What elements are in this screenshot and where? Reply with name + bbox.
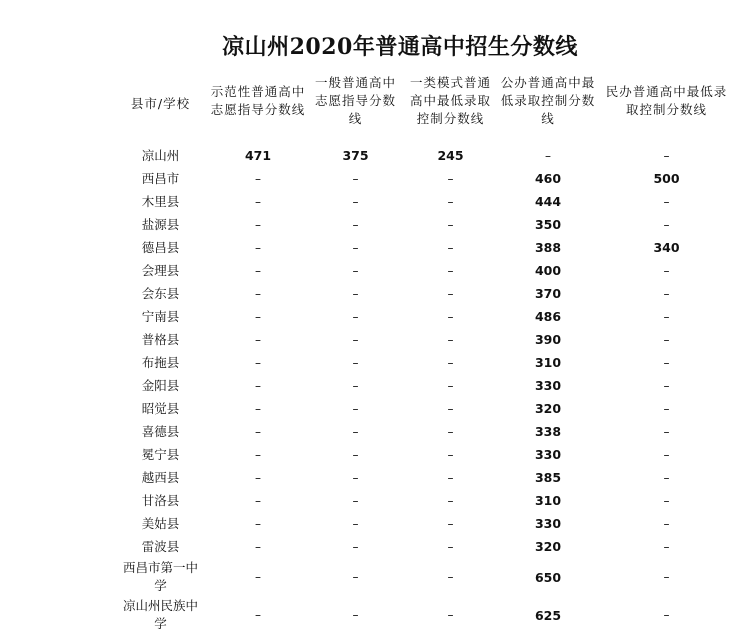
row-name: [113, 489, 208, 512]
row-name: [113, 190, 208, 213]
cell-c4: 650: [534, 569, 562, 585]
cell-c4: 385: [534, 470, 562, 485]
cell-c3: –: [447, 570, 454, 584]
cell-c4: 310: [534, 493, 562, 508]
table-row: [113, 443, 735, 466]
cell-c1: –: [255, 309, 261, 324]
table-row: [113, 328, 735, 351]
row-name: [113, 558, 208, 596]
cell-c5: –: [663, 332, 670, 347]
row-name: [113, 213, 208, 236]
table-row: [113, 167, 735, 190]
col-header-class1-min: 一类模式普通高中最低录取控制分数线: [409, 75, 491, 126]
cell-c2: –: [352, 240, 359, 255]
cell-c1: –: [255, 355, 261, 370]
cell-c3: –: [447, 240, 454, 255]
cell-c4: 330: [534, 447, 562, 462]
cell-c2: –: [352, 447, 359, 462]
cell-c3: –: [447, 424, 454, 439]
table-header-row: [113, 58, 735, 144]
cell-c2: –: [352, 194, 359, 209]
cell-c5: –: [663, 493, 670, 508]
col-header-private-min: 民办普通高中最低录取控制分数线: [605, 84, 728, 117]
table-row: [113, 420, 735, 443]
row-name: [113, 351, 208, 374]
cell-c5: –: [663, 263, 670, 278]
cell-c5: –: [663, 286, 670, 301]
cell-c2: –: [352, 332, 359, 347]
row-name-label: 凉山州民族中学: [122, 598, 198, 631]
row-name: [113, 466, 208, 489]
cell-c1: –: [255, 401, 261, 416]
row-name-label: 木里县: [141, 193, 180, 209]
cell-c4: 330: [534, 516, 562, 531]
row-name: [113, 397, 208, 420]
cell-c1: –: [255, 240, 261, 255]
cell-c4: 350: [534, 217, 562, 232]
row-name: [113, 512, 208, 535]
page-title: 凉山州2020年普通高中招生分数线: [222, 34, 578, 60]
cell-c3: –: [447, 539, 454, 554]
cell-c1: –: [255, 539, 261, 554]
table-row: [113, 466, 735, 489]
cell-c4: 390: [534, 332, 562, 347]
cell-c1: –: [255, 424, 261, 439]
cell-c5: –: [663, 194, 670, 209]
row-name-label: 普格县: [141, 331, 180, 347]
row-name-label: 盐源县: [141, 216, 180, 232]
row-name-label: 昭觉县: [141, 400, 180, 416]
row-name-label: 德昌县: [141, 239, 180, 255]
cell-c2: –: [352, 608, 359, 622]
row-name: [113, 443, 208, 466]
cell-c2: –: [352, 401, 359, 416]
row-name: [113, 596, 208, 634]
cell-c2: –: [352, 263, 359, 278]
cell-c4: 370: [534, 286, 562, 301]
cell-c2: –: [352, 355, 359, 370]
cell-c5: –: [663, 539, 670, 554]
row-name-label: 会东县: [141, 285, 180, 301]
cell-c3: –: [447, 470, 454, 485]
table-row: [113, 236, 735, 259]
cell-c3: 245: [437, 148, 464, 163]
cell-c2: 375: [342, 148, 369, 163]
table-row: [113, 144, 735, 167]
cell-c5: 500: [653, 171, 680, 186]
cell-c4: 320: [534, 539, 562, 554]
cell-c2: –: [352, 493, 359, 508]
cell-c4: 400: [534, 263, 562, 278]
row-name-label: 越西县: [141, 469, 180, 485]
cell-c1: –: [255, 447, 261, 462]
cell-c1: –: [255, 570, 261, 584]
cell-c1: –: [255, 470, 261, 485]
cell-c3: –: [447, 355, 454, 370]
cell-c4: 460: [534, 171, 562, 186]
cell-c5: –: [663, 516, 670, 531]
cell-c5: –: [663, 447, 670, 462]
row-name-label: 喜德县: [141, 423, 180, 439]
cell-c3: –: [447, 217, 454, 232]
cell-c3: –: [447, 378, 454, 393]
row-name: [113, 144, 208, 167]
table-row: [113, 596, 735, 634]
table-row: [113, 558, 735, 596]
cell-c3: –: [447, 332, 454, 347]
row-name-label: 美姑县: [141, 515, 180, 531]
table-row: [113, 282, 735, 305]
cell-c4: 486: [534, 309, 562, 324]
cell-c1: –: [255, 171, 261, 186]
cell-c1: –: [255, 286, 261, 301]
row-name: [113, 236, 208, 259]
cell-c1: –: [255, 332, 261, 347]
cell-c4: 338: [534, 424, 562, 439]
cell-c1: –: [255, 608, 261, 622]
row-name-label: 甘洛县: [141, 492, 180, 508]
col-header-public-min: 公办普通高中最低录取控制分数线: [500, 75, 596, 126]
cell-c3: –: [447, 493, 454, 508]
row-name-label: 宁南县: [141, 308, 180, 324]
cell-c4: –: [545, 148, 551, 163]
table-row: [113, 190, 735, 213]
row-name: [113, 305, 208, 328]
cell-c2: –: [352, 286, 359, 301]
cell-c5: –: [663, 148, 670, 163]
cell-c4: 310: [534, 355, 562, 370]
cell-c3: –: [447, 309, 454, 324]
col-header-demo-guide: 示范性普通高中志愿指导分数线: [210, 84, 306, 117]
cell-c3: –: [447, 447, 454, 462]
cell-c5: –: [663, 309, 670, 324]
cell-c4: 330: [534, 378, 562, 393]
cell-c5: –: [663, 378, 670, 393]
cell-c3: –: [447, 194, 454, 209]
row-name-label: 布拖县: [141, 354, 180, 370]
cell-c3: –: [447, 286, 454, 301]
table-row: [113, 259, 735, 282]
cell-c1: –: [255, 217, 261, 232]
cell-c4: 320: [534, 401, 562, 416]
cell-c3: –: [447, 516, 454, 531]
cell-c4: 444: [534, 194, 562, 209]
cell-c4: 388: [534, 240, 562, 255]
cell-c2: –: [352, 516, 359, 531]
row-name-label: 冕宁县: [141, 446, 180, 462]
cell-c5: –: [663, 355, 670, 370]
table-row: [113, 535, 735, 558]
cell-c1: 471: [244, 148, 272, 163]
cell-c1: –: [255, 263, 261, 278]
cell-c5: –: [663, 401, 670, 416]
table-row: [113, 512, 735, 535]
cell-c2: –: [352, 378, 359, 393]
row-name: [113, 374, 208, 397]
score-table: [113, 58, 735, 634]
table-row: [113, 305, 735, 328]
table-row: [113, 213, 735, 236]
cell-c2: –: [352, 217, 359, 232]
cell-c5: –: [663, 424, 670, 439]
cell-c5: –: [663, 217, 670, 232]
cell-c5: 340: [653, 240, 680, 255]
cell-c1: –: [255, 194, 261, 209]
table-row: [113, 397, 735, 420]
row-name: [113, 328, 208, 351]
cell-c1: –: [255, 516, 261, 531]
row-name-label: 西昌市第一中学: [122, 560, 198, 593]
row-name-label: 金阳县: [141, 377, 180, 393]
cell-c3: –: [447, 263, 454, 278]
cell-c2: –: [352, 424, 359, 439]
cell-c1: –: [255, 493, 261, 508]
col-header-general-guide: 一般普通高中志愿指导分数线: [314, 75, 396, 126]
cell-c3: –: [447, 608, 454, 622]
cell-c2: –: [352, 570, 359, 584]
cell-c2: –: [352, 539, 359, 554]
cell-c3: –: [447, 171, 454, 186]
row-name: [113, 535, 208, 558]
cell-c2: –: [352, 470, 359, 485]
row-name: [113, 420, 208, 443]
cell-c2: –: [352, 171, 359, 186]
row-name-label: 西昌市: [141, 170, 180, 186]
cell-c3: –: [447, 401, 454, 416]
row-name-label: 雷波县: [141, 538, 180, 554]
row-name-label: 会理县: [141, 262, 180, 278]
cell-c5: –: [663, 470, 670, 485]
cell-c4: 625: [534, 607, 562, 623]
table-row: [113, 489, 735, 512]
row-name: [113, 167, 208, 190]
cell-c2: –: [352, 309, 359, 324]
cell-c5: –: [663, 570, 670, 584]
cell-c5: –: [663, 608, 670, 622]
table-row: [113, 351, 735, 374]
table-body: [113, 144, 735, 634]
row-name-label: 凉山州: [141, 147, 180, 163]
cell-c1: –: [255, 378, 261, 393]
table-row: [113, 374, 735, 397]
row-name: [113, 282, 208, 305]
col-header-region: 县市/学校: [130, 96, 191, 111]
row-name: [113, 259, 208, 282]
